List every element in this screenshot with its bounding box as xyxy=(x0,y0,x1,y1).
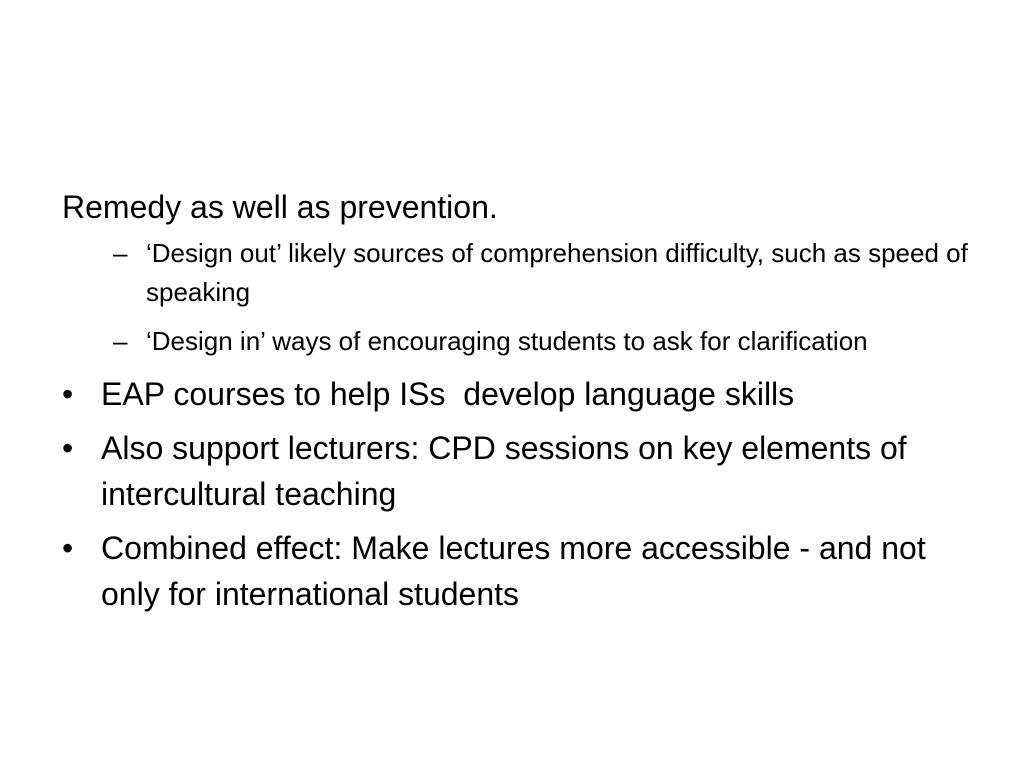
sub-point-design-in xyxy=(62,322,972,361)
bullet-combined-effect xyxy=(62,525,972,617)
bullet-marker: • xyxy=(62,530,74,566)
intro-line: Remedy as well as prevention. xyxy=(62,189,498,225)
sub-point-text: ‘Design out’ likely sources of comprehension difficulty, such as speed of speaking xyxy=(146,238,968,307)
bullet-support-lecturers xyxy=(62,425,972,517)
dash-marker: – xyxy=(113,238,128,268)
slide-body xyxy=(62,186,972,625)
bullet-text: EAP courses to help ISs develop language skills xyxy=(101,376,795,412)
dash-marker: – xyxy=(113,326,128,356)
sub-point-text: ‘Design in’ ways of encouraging students to ask for clarification xyxy=(146,326,868,356)
sub-point-design-out xyxy=(62,234,972,312)
bullet-eap-courses xyxy=(62,371,972,417)
bullet-marker: • xyxy=(62,430,74,466)
bullet-text: Also support lecturers: CPD sessions on key elements of intercultural teaching xyxy=(101,430,907,512)
sub-point-list xyxy=(62,234,972,361)
bullet-marker: • xyxy=(62,376,74,412)
bullet-text: Combined effect: Make lectures more accessible - and not only for international students xyxy=(101,530,926,612)
bullet-list xyxy=(62,371,972,617)
